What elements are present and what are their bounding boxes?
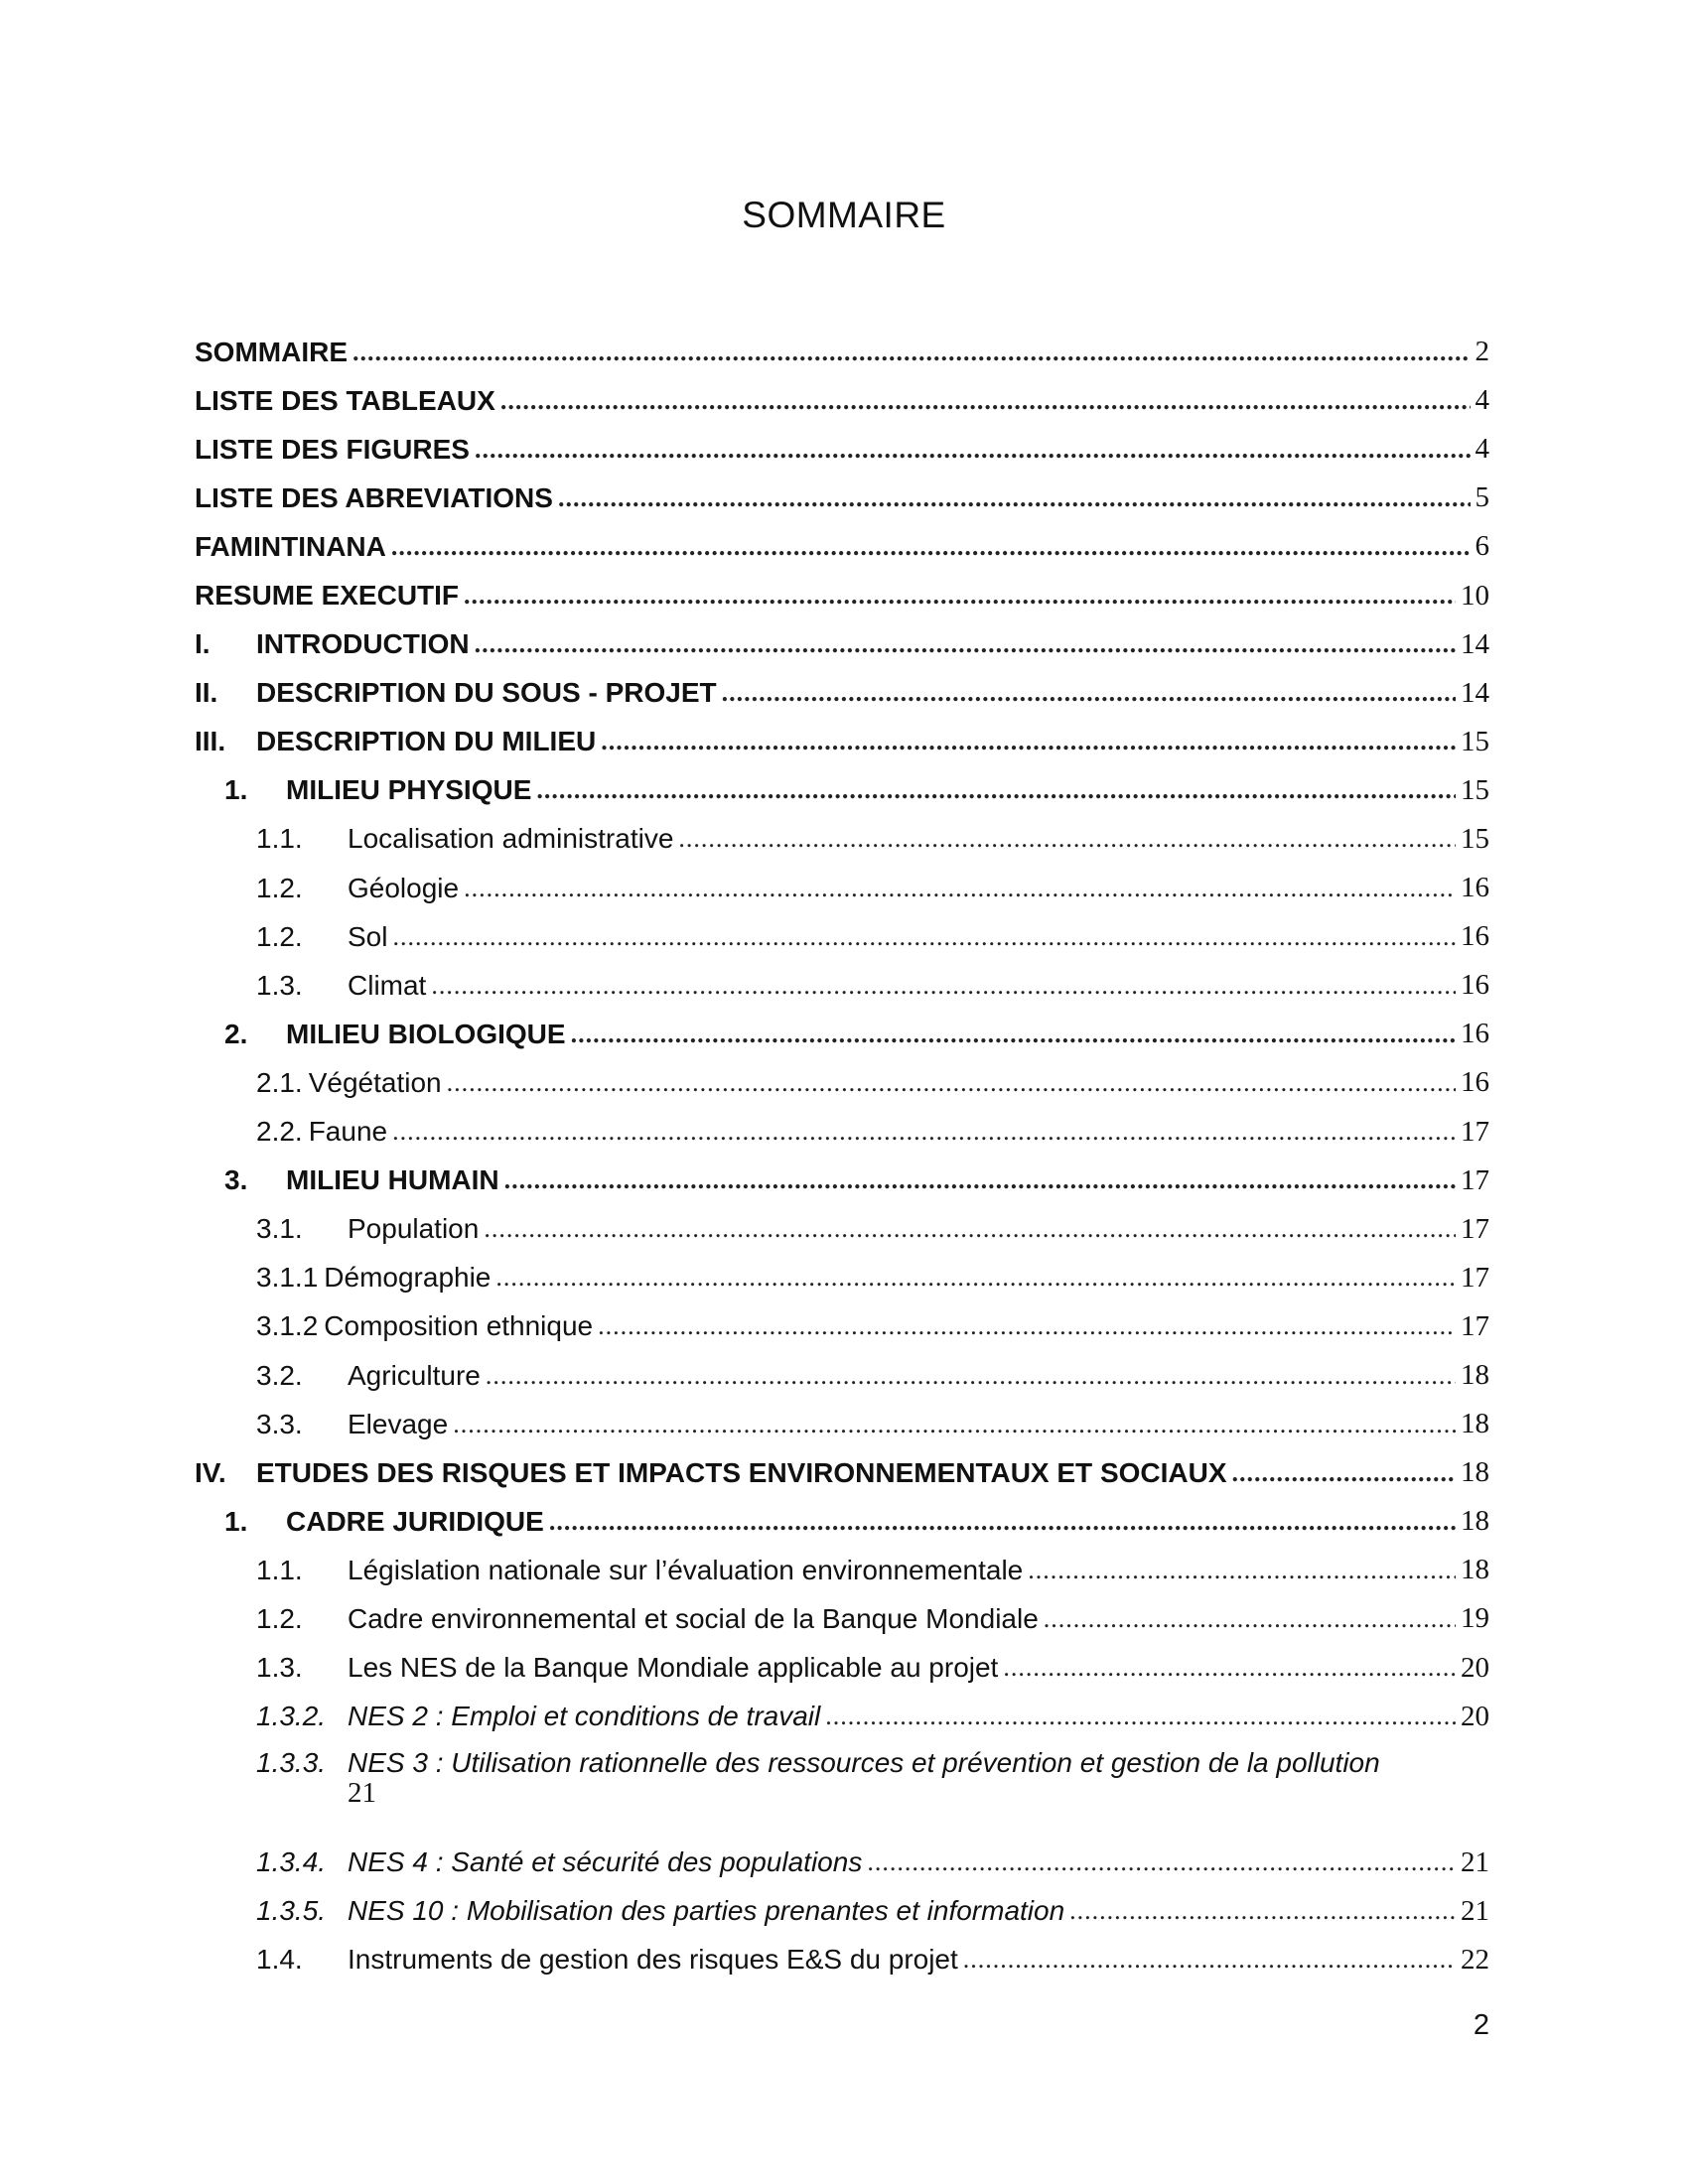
toc-entry-text: Démographie xyxy=(324,1262,492,1294)
toc-entry-text: Population xyxy=(348,1213,480,1245)
toc-entry[interactable] xyxy=(195,1741,1489,1813)
toc-entry[interactable] xyxy=(195,1254,1489,1302)
toc-entry-text: LISTE DES TABLEAUX xyxy=(195,384,495,416)
toc-entry[interactable] xyxy=(195,1594,1489,1643)
toc-leader-dots xyxy=(431,971,1456,1001)
toc-leader-dots xyxy=(1044,1604,1456,1634)
toc-entry[interactable] xyxy=(195,328,1489,376)
toc-entry-number: 1.3.4. xyxy=(256,1846,327,1878)
toc-page-number: 22 xyxy=(1461,1943,1489,1976)
toc-entry-text: INTRODUCTION xyxy=(256,628,470,660)
toc-entry-text: Climat xyxy=(348,969,427,1001)
toc-page-number: 20 xyxy=(1461,1651,1489,1684)
toc-leader-dots xyxy=(391,532,1471,562)
toc-entry[interactable] xyxy=(195,474,1489,522)
toc-entry[interactable] xyxy=(195,571,1489,619)
toc-leader-dots xyxy=(558,483,1471,513)
toc-entry[interactable] xyxy=(195,1400,1489,1448)
toc-entry[interactable] xyxy=(195,1497,1489,1546)
toc-page-number: 4 xyxy=(1475,384,1489,417)
toc-page-number: 10 xyxy=(1461,579,1489,612)
toc-entry-text: NES 3 : Utilisation rationnelle des ressources et prévention et gestion de la pollution xyxy=(348,1746,1380,1778)
toc-entry-number: 1.3. xyxy=(256,969,303,1001)
toc-entry[interactable] xyxy=(195,1205,1489,1254)
toc-page-number: 17 xyxy=(1461,1115,1489,1148)
toc-entry-number: 1. xyxy=(224,774,248,806)
toc-entry-text: Sol xyxy=(348,920,388,952)
toc-leader-dots xyxy=(963,1945,1456,1975)
toc-entry-text: Instruments de gestion des risques E&S du projet xyxy=(348,1944,958,1976)
toc-entry[interactable] xyxy=(195,1448,1489,1497)
toc-leader-dots xyxy=(1028,1556,1456,1585)
toc-entry[interactable] xyxy=(195,425,1489,474)
toc-leader-dots xyxy=(536,775,1456,805)
toc-entry-number: IV. xyxy=(195,1456,226,1488)
toc-entry-number: 3.1.1 xyxy=(256,1262,319,1294)
toc-leader-dots xyxy=(549,1507,1456,1537)
toc-page-number: 18 xyxy=(1461,1554,1489,1586)
toc-leader-dots xyxy=(1232,1458,1456,1488)
toc-page-number: 21 xyxy=(1461,1845,1489,1878)
toc-entry[interactable] xyxy=(195,376,1489,425)
toc-entry-text: Agriculture xyxy=(348,1359,481,1391)
toc-leader-dots xyxy=(464,581,1456,611)
toc-entry-number: 1.2. xyxy=(256,920,303,952)
toc-entry-text: FAMINTINANA xyxy=(195,530,386,562)
toc-leader-dots xyxy=(392,1117,1456,1147)
toc-leader-dots xyxy=(601,727,1456,756)
toc-entry[interactable] xyxy=(195,1010,1489,1058)
toc-leader-dots xyxy=(495,1263,1456,1293)
toc-leader-dots xyxy=(486,1361,1456,1391)
toc-entry-text: LISTE DES FIGURES xyxy=(195,433,470,465)
toc-entry-text: Géologie xyxy=(348,872,460,903)
toc-leader-dots xyxy=(504,1165,1456,1195)
toc-entry-number: 1.2. xyxy=(256,872,303,903)
toc-leader-dots xyxy=(475,435,1471,465)
toc-entry-number: 3.2. xyxy=(256,1359,303,1391)
toc-page-number: 16 xyxy=(1461,920,1489,953)
toc-leader-dots xyxy=(598,1311,1456,1341)
toc-entry-number: 2.1. xyxy=(256,1066,303,1098)
toc-leader-dots xyxy=(678,824,1456,854)
toc-page-number: 21 xyxy=(348,1776,376,1809)
toc-leader-dots xyxy=(500,386,1471,416)
toc-entry-text: NES 4 : Santé et sécurité des populations xyxy=(348,1846,863,1878)
toc-entry[interactable] xyxy=(195,864,1489,912)
toc-entry-text: DESCRIPTION DU SOUS - PROJET xyxy=(256,677,717,709)
toc-entry[interactable] xyxy=(195,1351,1489,1400)
toc-page-number: 2 xyxy=(1475,336,1489,368)
toc-entry-number: 3.1.2 xyxy=(256,1310,319,1342)
toc-entry-number: 1. xyxy=(224,1505,248,1537)
toc-entry[interactable] xyxy=(195,1302,1489,1351)
toc-entry-text: ETUDES DES RISQUES ET IMPACTS ENVIRONNEMENTAUX ET SOCIAUX xyxy=(256,1456,1227,1488)
toc-entry[interactable] xyxy=(195,1157,1489,1205)
toc-entry-number: 1.1. xyxy=(256,823,303,855)
toc-entry[interactable] xyxy=(195,1936,1489,1984)
toc-entry-text: CADRE JURIDIQUE xyxy=(286,1505,544,1537)
toc-leader-dots xyxy=(1003,1653,1456,1683)
toc-page-number: 17 xyxy=(1461,1212,1489,1245)
toc-leader-dots xyxy=(475,629,1456,659)
toc-entry-text: Végétation xyxy=(308,1066,442,1098)
toc-entry-number: 1.1. xyxy=(256,1554,303,1585)
toc-entry-text: MILIEU HUMAIN xyxy=(286,1164,499,1196)
toc-leader-dots xyxy=(453,1410,1456,1439)
toc-entry-text: NES 2 : Emploi et conditions de travail xyxy=(348,1701,821,1732)
toc-page-number: 15 xyxy=(1461,822,1489,855)
toc-entry-text: DESCRIPTION DU MILIEU xyxy=(256,726,597,757)
toc-page-number: 18 xyxy=(1461,1359,1489,1392)
toc-page-number: 16 xyxy=(1461,872,1489,904)
toc-entry-number: 1.3.2. xyxy=(256,1701,327,1732)
toc-page-number: 14 xyxy=(1461,676,1489,709)
toc-page-number: 17 xyxy=(1461,1163,1489,1196)
toc-leader-dots xyxy=(464,874,1456,903)
toc-entry[interactable] xyxy=(195,1693,1489,1741)
toc-leader-dots xyxy=(392,922,1456,952)
toc-page-number: 15 xyxy=(1461,773,1489,806)
toc-page-number: 14 xyxy=(1461,627,1489,660)
toc-entry[interactable] xyxy=(195,766,1489,815)
toc-page-number: 6 xyxy=(1475,530,1489,563)
toc-page-number: 20 xyxy=(1461,1700,1489,1732)
toc-entry[interactable] xyxy=(195,1887,1489,1936)
toc-page-number: 5 xyxy=(1475,481,1489,514)
toc-page-number: 16 xyxy=(1461,1066,1489,1099)
toc-entry-text: Faune xyxy=(308,1116,388,1148)
toc-entry-text: NES 10 : Mobilisation des parties prenantes et information xyxy=(348,1895,1065,1927)
toc-leader-dots xyxy=(484,1214,1456,1244)
page-title: SOMMAIRE xyxy=(742,195,946,235)
toc-entry-number: 3. xyxy=(224,1164,248,1196)
toc-entry[interactable] xyxy=(195,815,1489,864)
toc-entry-text: Localisation administrative xyxy=(348,823,674,855)
toc-entry-number: 1.4. xyxy=(256,1944,303,1976)
toc-entry-number: 2. xyxy=(224,1018,248,1049)
toc-page-number: 21 xyxy=(1461,1894,1489,1927)
toc-leader-dots xyxy=(867,1847,1456,1877)
toc-entry[interactable] xyxy=(195,1546,1489,1594)
toc-entry[interactable] xyxy=(195,620,1489,669)
toc-entry-text: MILIEU PHYSIQUE xyxy=(286,774,532,806)
toc-entry-text: MILIEU BIOLOGIQUE xyxy=(286,1018,566,1049)
toc-entry-number: 1.3.5. xyxy=(256,1895,327,1927)
toc-page-number: 17 xyxy=(1461,1261,1489,1294)
toc-entry-text: RESUME EXECUTIF xyxy=(195,580,460,612)
page-number-footer: 2 xyxy=(1473,2009,1489,2041)
toc-entry[interactable] xyxy=(195,718,1489,766)
table-of-contents xyxy=(195,328,1489,1984)
toc-entry-text: Composition ethnique xyxy=(324,1310,594,1342)
toc-entry-number: 3.3. xyxy=(256,1408,303,1439)
toc-page-number: 16 xyxy=(1461,969,1489,1002)
toc-page-number: 18 xyxy=(1461,1505,1489,1538)
toc-entry-number: 3.1. xyxy=(256,1213,303,1245)
toc-page-number: 4 xyxy=(1475,433,1489,466)
toc-entry[interactable] xyxy=(195,961,1489,1010)
toc-entry-number: 1.3.3. xyxy=(256,1746,327,1778)
toc-leader-dots xyxy=(722,678,1456,708)
toc-page-number: 16 xyxy=(1461,1018,1489,1050)
toc-entry[interactable] xyxy=(195,912,1489,961)
toc-leader-dots xyxy=(825,1702,1456,1731)
toc-entry-text: Elevage xyxy=(348,1408,449,1439)
toc-leader-dots xyxy=(447,1068,1456,1098)
toc-entry-number: 1.3. xyxy=(256,1652,303,1684)
toc-page-number: 18 xyxy=(1461,1408,1489,1440)
toc-entry[interactable] xyxy=(195,522,1489,571)
toc-entry-text: Cadre environnemental et social de la Banque Mondiale xyxy=(348,1602,1039,1634)
toc-entry-number: 1.2. xyxy=(256,1602,303,1634)
toc-leader-dots xyxy=(1069,1896,1456,1926)
toc-entry-text: Les NES de la Banque Mondiale applicable au projet xyxy=(348,1652,999,1684)
toc-entry[interactable] xyxy=(195,1108,1489,1157)
toc-entry[interactable] xyxy=(195,1058,1489,1107)
toc-entry[interactable] xyxy=(195,1644,1489,1693)
toc-leader-dots xyxy=(571,1020,1456,1049)
toc-page-number: 19 xyxy=(1461,1602,1489,1635)
toc-entry-text: LISTE DES ABREVIATIONS xyxy=(195,481,553,513)
toc-entry-number: 2.2. xyxy=(256,1116,303,1148)
toc-entry-number: II. xyxy=(195,677,218,709)
toc-page-number: 18 xyxy=(1461,1456,1489,1489)
toc-entry-text: SOMMAIRE xyxy=(195,336,348,367)
toc-entry[interactable] xyxy=(195,669,1489,718)
toc-entry-number: III. xyxy=(195,726,226,757)
toc-entry-number: I. xyxy=(195,628,211,660)
toc-leader-dots xyxy=(352,338,1471,367)
toc-entry-text: Législation nationale sur l’évaluation environnementale xyxy=(348,1554,1024,1585)
toc-page-number: 17 xyxy=(1461,1309,1489,1342)
toc-entry[interactable] xyxy=(195,1839,1489,1887)
toc-page-number: 15 xyxy=(1461,725,1489,757)
